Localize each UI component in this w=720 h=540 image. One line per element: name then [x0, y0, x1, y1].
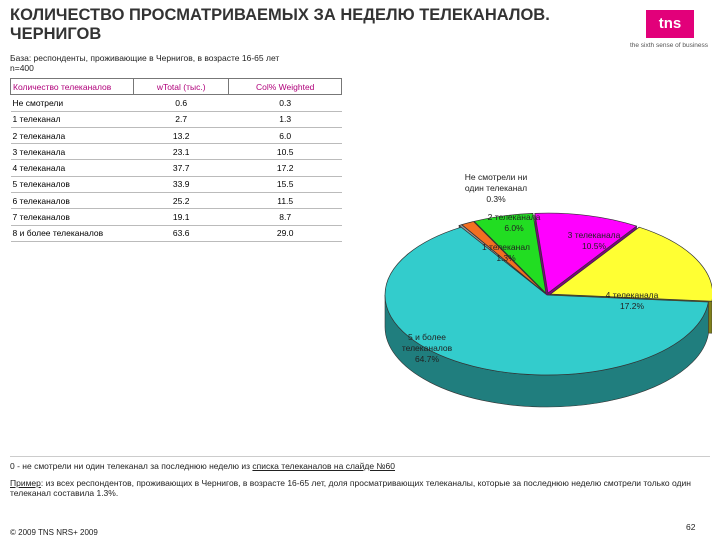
pie-label: 6.0% — [504, 223, 524, 233]
subtitle-sample-size: n=400 — [10, 63, 34, 73]
brand-tagline: the sixth sense of business — [629, 42, 708, 49]
table-cell-count: 3 телеканала — [11, 144, 134, 160]
table-cell-count: 7 телеканалов — [11, 209, 134, 225]
table-cell-wtotal: 13.2 — [134, 127, 229, 143]
example-text: : из всех респондентов, проживающих в Чернигов, в возрасте 16-65 лет, доля просматривающих телеканалы, которые за последнюю неделю смотрели только один телеканал составила 1.3%. — [10, 478, 691, 498]
pie-label: 1 телеканал — [481, 242, 531, 252]
pie-label: 17.2% — [619, 301, 645, 311]
subtitle — [10, 53, 279, 73]
table-row — [11, 95, 342, 111]
footnote-link[interactable]: списка телеканалов на слайде №60 — [252, 461, 396, 471]
pie-label: один телеканал — [464, 183, 528, 193]
footnote — [10, 461, 710, 471]
table-header-wtotal: wTotal (тыс.) — [134, 79, 229, 95]
data-table — [10, 78, 342, 242]
pie-label: 0.3% — [486, 194, 506, 204]
table-cell-colpct: 1.3 — [229, 111, 342, 127]
pie-label: 5 и более — [407, 332, 447, 342]
table-cell-count: Не смотрели — [11, 95, 134, 111]
table-cell-wtotal: 0.6 — [134, 95, 229, 111]
table-cell-colpct: 8.7 — [229, 209, 342, 225]
example-label: Пример — [10, 478, 41, 488]
pie-chart-svg — [372, 170, 712, 460]
table-row — [11, 209, 342, 225]
table-cell-colpct: 29.0 — [229, 225, 342, 241]
table-cell-count: 2 телеканала — [11, 127, 134, 143]
pie-chart — [372, 170, 712, 465]
pie-label: Не смотрели ни — [464, 172, 528, 182]
page-title: КОЛИЧЕСТВО ПРОСМАТРИВАЕМЫХ ЗА НЕДЕЛЮ ТЕЛЕКАНАЛОВ. ЧЕРНИГОВ — [10, 6, 550, 43]
table-cell-wtotal: 63.6 — [134, 225, 229, 241]
table-cell-colpct: 6.0 — [229, 127, 342, 143]
table-cell-colpct: 11.5 — [229, 193, 342, 209]
table-cell-colpct: 10.5 — [229, 144, 342, 160]
table-row — [11, 193, 342, 209]
table-cell-colpct: 17.2 — [229, 160, 342, 176]
table-cell-count: 6 телеканалов — [11, 193, 134, 209]
table-cell-colpct: 0.3 — [229, 95, 342, 111]
divider — [10, 456, 710, 457]
subtitle-base: База: респонденты, проживающие в Чернигов, в возрасте 16-65 лет — [10, 53, 280, 63]
footnote-text: 0 - не смотрели ни один телеканал за последнюю неделю из — [10, 461, 253, 471]
table-cell-count: 1 телеканал — [11, 111, 134, 127]
table-row — [11, 160, 342, 176]
table-header-count: Количество телеканалов — [11, 79, 134, 95]
table-cell-count: 8 и более телеканалов — [11, 225, 134, 241]
example-note — [10, 478, 710, 498]
table-cell-colpct: 15.5 — [229, 176, 342, 192]
table-cell-wtotal: 2.7 — [134, 111, 229, 127]
table-cell-wtotal: 25.2 — [134, 193, 229, 209]
table-row — [11, 111, 342, 127]
pie-label: 64.7% — [414, 354, 440, 364]
pie-label: 4 телеканала — [605, 290, 659, 300]
table-cell-count: 5 телеканалов — [11, 176, 134, 192]
pie-label: 2 телеканала — [487, 212, 541, 222]
table-cell-wtotal: 33.9 — [134, 176, 229, 192]
table-cell-wtotal: 23.1 — [134, 144, 229, 160]
pie-label: 10.5% — [581, 241, 607, 251]
pie-label: телеканалов — [401, 343, 453, 353]
pie-label: 1.3% — [496, 253, 516, 263]
table-header-colpct: Col% Weighted — [229, 79, 342, 95]
table-row — [11, 144, 342, 160]
table-row — [11, 127, 342, 143]
table-cell-wtotal: 37.7 — [134, 160, 229, 176]
copyright: © 2009 TNS NRS+ 2009 — [10, 528, 98, 537]
page-number: 62 — [686, 522, 696, 532]
pie-label: 3 телеканала — [567, 230, 621, 240]
table-row — [11, 225, 342, 241]
tns-logo: tns — [646, 10, 694, 38]
table-cell-wtotal: 19.1 — [134, 209, 229, 225]
table-row — [11, 176, 342, 192]
table-cell-count: 4 телеканала — [11, 160, 134, 176]
